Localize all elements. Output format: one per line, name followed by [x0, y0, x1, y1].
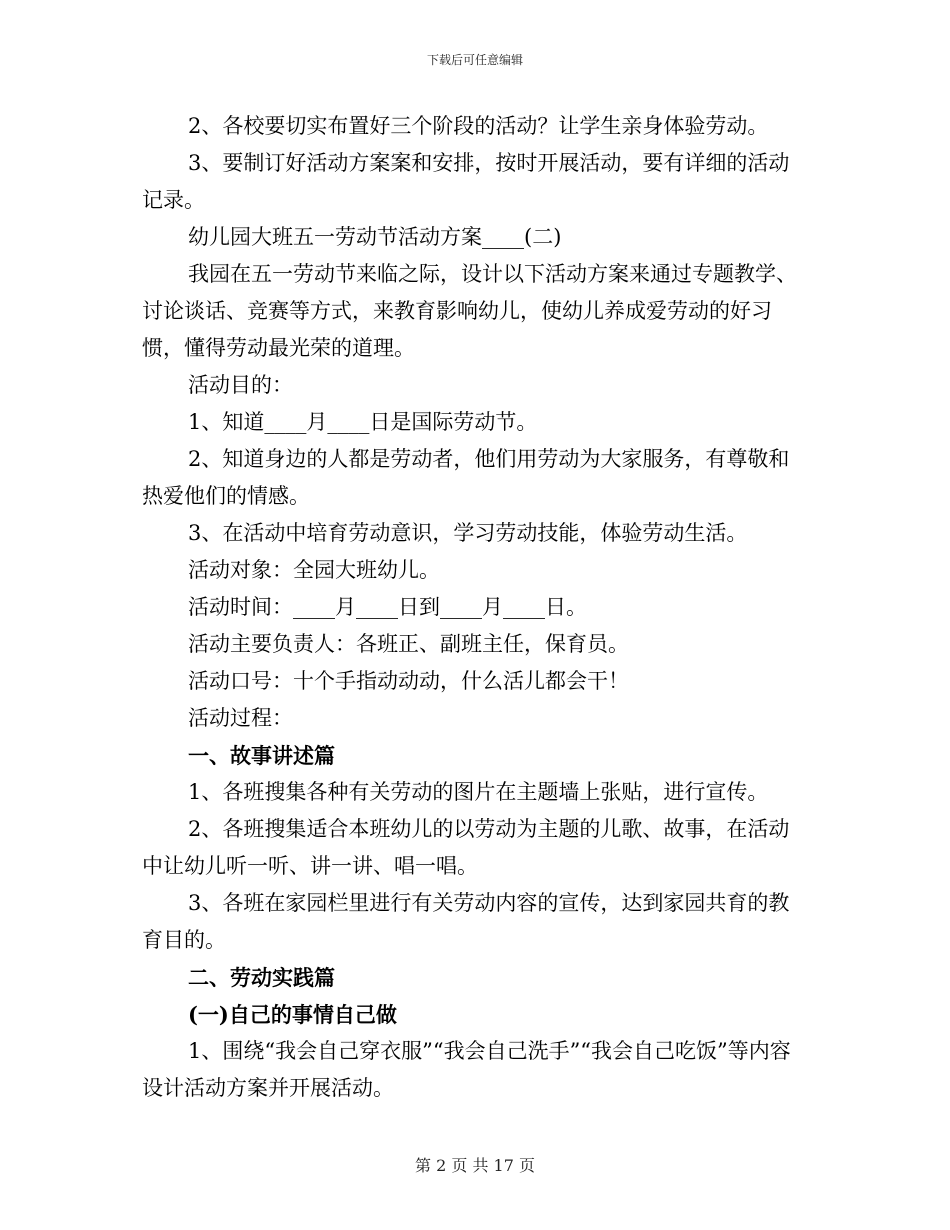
paragraph: 2、各校要切实布置好三个阶段的活动？让学生亲身体验劳动。 — [188, 114, 769, 138]
paragraph: 1、围绕“我会自己穿衣服”“我会自己洗手”“我会自己吃饭”等内容设计活动方案并开展活动。 — [142, 1039, 791, 1100]
document-body — [142, 108, 810, 1107]
subsection-heading: (一)自己的事情自己做 — [188, 1002, 397, 1027]
paragraph: 3、各班在家园栏里进行有关劳动内容的宣传，达到家园共育的教育目的。 — [142, 891, 790, 952]
paragraph: 3、要制订好活动方案案和安排，按时开展活动，要有详细的活动记录。 — [142, 151, 790, 212]
paragraph: 活动口号：十个手指动动动，什么活儿都会干！ — [188, 669, 629, 693]
paragraph: 活动主要负责人：各班正、副班主任，保育员。 — [188, 632, 629, 656]
section-heading: 一、故事讲述篇 — [188, 743, 335, 768]
page-footer: 第 2 页 共 17 页 — [415, 1156, 535, 1175]
paragraph: 活动对象：全园大班幼儿。 — [188, 558, 440, 582]
paragraph: 1、各班搜集各种有关劳动的图片在主题墙上张贴，进行宣传。 — [188, 780, 769, 804]
section-title: 幼儿园大班五一劳动节活动方案____(二) — [188, 225, 562, 249]
paragraph: 我园在五一劳动节来临之际，设计以下活动方案来通过专题教学、讨论谈话、竞赛等方式，来教育影响幼儿，使幼儿养成爱劳动的好习惯，懂得劳动最光荣的道理。 — [142, 262, 797, 360]
paragraph: 活动目的： — [188, 373, 293, 397]
paragraph: 2、知道身边的人都是劳动者，他们用劳动为大家服务，有尊敬和热爱他们的情感。 — [142, 447, 790, 508]
paragraph: 活动过程： — [188, 706, 293, 730]
paragraph: 1、知道____月____日是国际劳动节。 — [188, 410, 538, 434]
paragraph: 2、各班搜集适合本班幼儿的以劳动为主题的儿歌、故事，在活动中让幼儿听一听、讲一讲、唱一唱。 — [142, 817, 790, 878]
paragraph: 活动时间：____月____日到____月____日。 — [188, 595, 587, 619]
section-heading: 二、劳动实践篇 — [188, 965, 335, 990]
page-header: 下载后可任意编辑 — [426, 53, 523, 67]
paragraph: 3、在活动中培育劳动意识，学习劳动技能，体验劳动生活。 — [188, 521, 748, 545]
